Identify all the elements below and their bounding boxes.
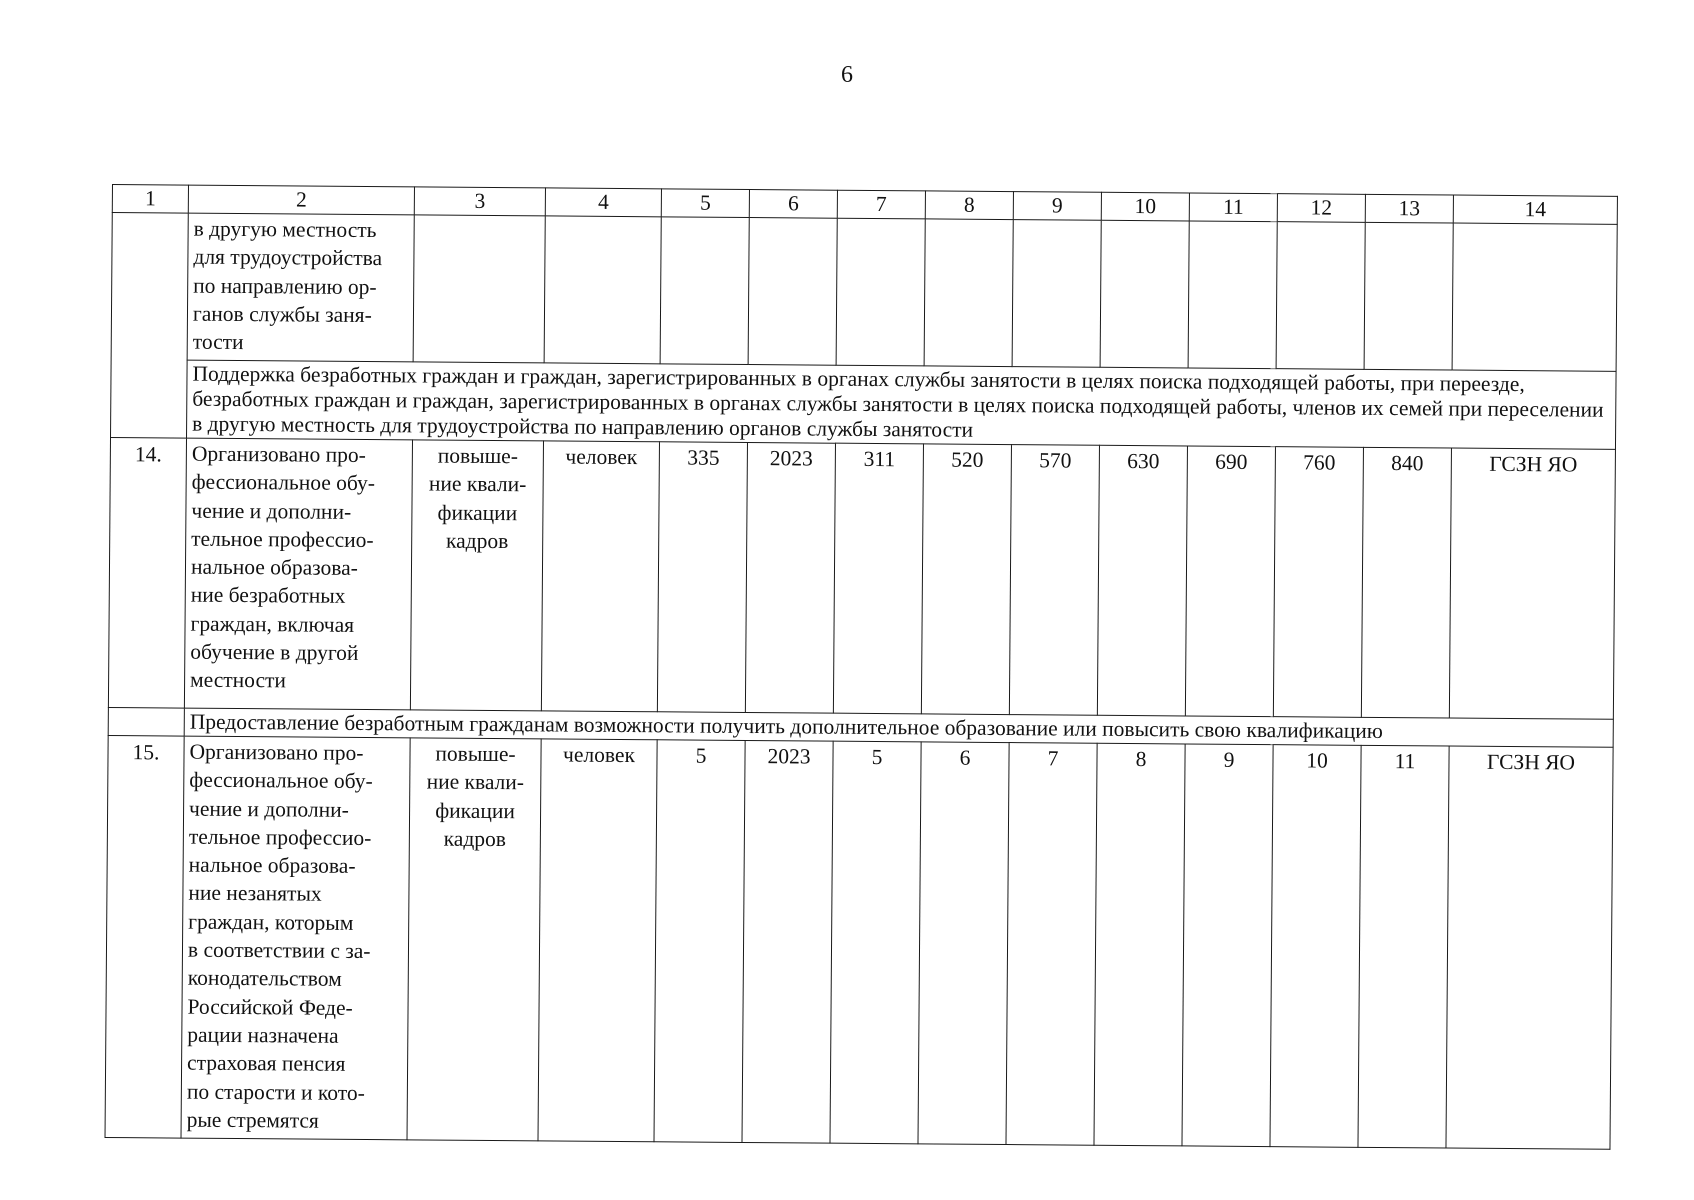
header-cell: 9 bbox=[1013, 192, 1101, 221]
continuation-row bbox=[111, 213, 1617, 372]
table-row bbox=[108, 437, 1615, 719]
measure-name: Организовано про- фессиональное обу- чение и дополни- тельное профессио- нальное образова- ние незанятых граждан, которым в соответствии с за- конодательством Российской Феде- рации назначена страховая пенсия по старости и кото- рые стремятся bbox=[181, 736, 410, 1140]
header-cell: 3 bbox=[414, 187, 545, 216]
row-number-cell bbox=[111, 213, 189, 439]
value-cell: 8 bbox=[1094, 743, 1185, 1146]
table-cell bbox=[1100, 220, 1189, 368]
header-cell: 14 bbox=[1453, 195, 1617, 224]
program-table bbox=[105, 184, 1617, 1150]
page-number: 6 bbox=[841, 62, 853, 88]
value-cell: 6 bbox=[918, 742, 1009, 1145]
value-cell: 2023 bbox=[742, 740, 833, 1143]
header-cell: 2 bbox=[188, 185, 414, 215]
value-cell: 630 bbox=[1097, 445, 1187, 716]
table-cell bbox=[1188, 221, 1277, 369]
section-row bbox=[111, 359, 1617, 449]
table-cell bbox=[660, 217, 749, 365]
header-cell: 5 bbox=[661, 189, 749, 218]
value-cell: 840 bbox=[1361, 447, 1451, 718]
unit: человек bbox=[538, 739, 657, 1142]
section-heading-2: Предоставление безработным гражданам возможности получить дополнительное образование или повысить свою квалификацию bbox=[184, 708, 1613, 747]
table-cell bbox=[924, 219, 1013, 367]
value-cell: 5 bbox=[654, 740, 745, 1143]
header-cell: 4 bbox=[545, 188, 661, 217]
value-cell: 2023 bbox=[745, 442, 835, 713]
table-cell bbox=[1452, 223, 1617, 371]
value-cell: 335 bbox=[657, 442, 747, 713]
row-number: 15. bbox=[105, 735, 184, 1138]
measure-name: Организовано про- фессиональное обу- чение и дополни- тельное профессио- нальное образова- ние безработных граждан, включая обучение в другой местности bbox=[184, 438, 412, 710]
table-cell bbox=[1012, 220, 1101, 368]
value-cell: 520 bbox=[921, 444, 1011, 715]
header-cell: 13 bbox=[1365, 194, 1453, 223]
value-cell: 690 bbox=[1185, 446, 1275, 717]
executor: ГСЗН ЯО bbox=[1449, 448, 1615, 719]
value-cell: 311 bbox=[833, 443, 923, 714]
indicator: повыше- ние квали- фикации кадров bbox=[410, 440, 543, 711]
header-cell: 10 bbox=[1101, 192, 1189, 221]
value-cell: 570 bbox=[1009, 445, 1099, 716]
header-cell: 11 bbox=[1189, 193, 1277, 222]
value-cell: 7 bbox=[1006, 743, 1097, 1146]
value-cell: 760 bbox=[1273, 447, 1363, 718]
indicator: повыше- ние квали- фикации кадров bbox=[407, 738, 541, 1141]
continuation-text: в другую местность для трудоустройства по направлению ор- ганов службы заня- тости bbox=[187, 213, 414, 362]
value-cell: 10 bbox=[1270, 745, 1361, 1148]
header-cell: 12 bbox=[1277, 194, 1365, 223]
value-cell: 9 bbox=[1182, 744, 1273, 1147]
row-number-cell bbox=[108, 707, 184, 736]
unit: человек bbox=[541, 441, 659, 712]
table-cell bbox=[544, 216, 661, 364]
value-cell: 5 bbox=[830, 741, 921, 1144]
header-cell: 1 bbox=[112, 185, 188, 214]
value-cell: 11 bbox=[1358, 745, 1449, 1148]
table-cell bbox=[1276, 222, 1365, 370]
header-cell: 6 bbox=[749, 190, 837, 219]
section-heading-1: Поддержка безработных граждан и граждан, зарегистрированных в органах службы занятости в целях поиска подходящей работы, при переезде, безработных граждан и граждан, зарегистрированных в органах службы занятости в целях поиска подходящей работы, членов их семей при переселении в другую местность для трудоустройства по направлению органов службы занятости bbox=[187, 360, 1617, 449]
row-number: 14. bbox=[108, 437, 186, 708]
header-cell: 8 bbox=[925, 191, 1013, 220]
table-cell bbox=[748, 218, 837, 366]
header-cell: 7 bbox=[837, 190, 925, 219]
table-cell bbox=[413, 215, 545, 363]
table-row bbox=[105, 735, 1613, 1149]
executor: ГСЗН ЯО bbox=[1446, 746, 1613, 1149]
table-cell bbox=[1364, 222, 1453, 370]
table-cell bbox=[836, 218, 925, 366]
